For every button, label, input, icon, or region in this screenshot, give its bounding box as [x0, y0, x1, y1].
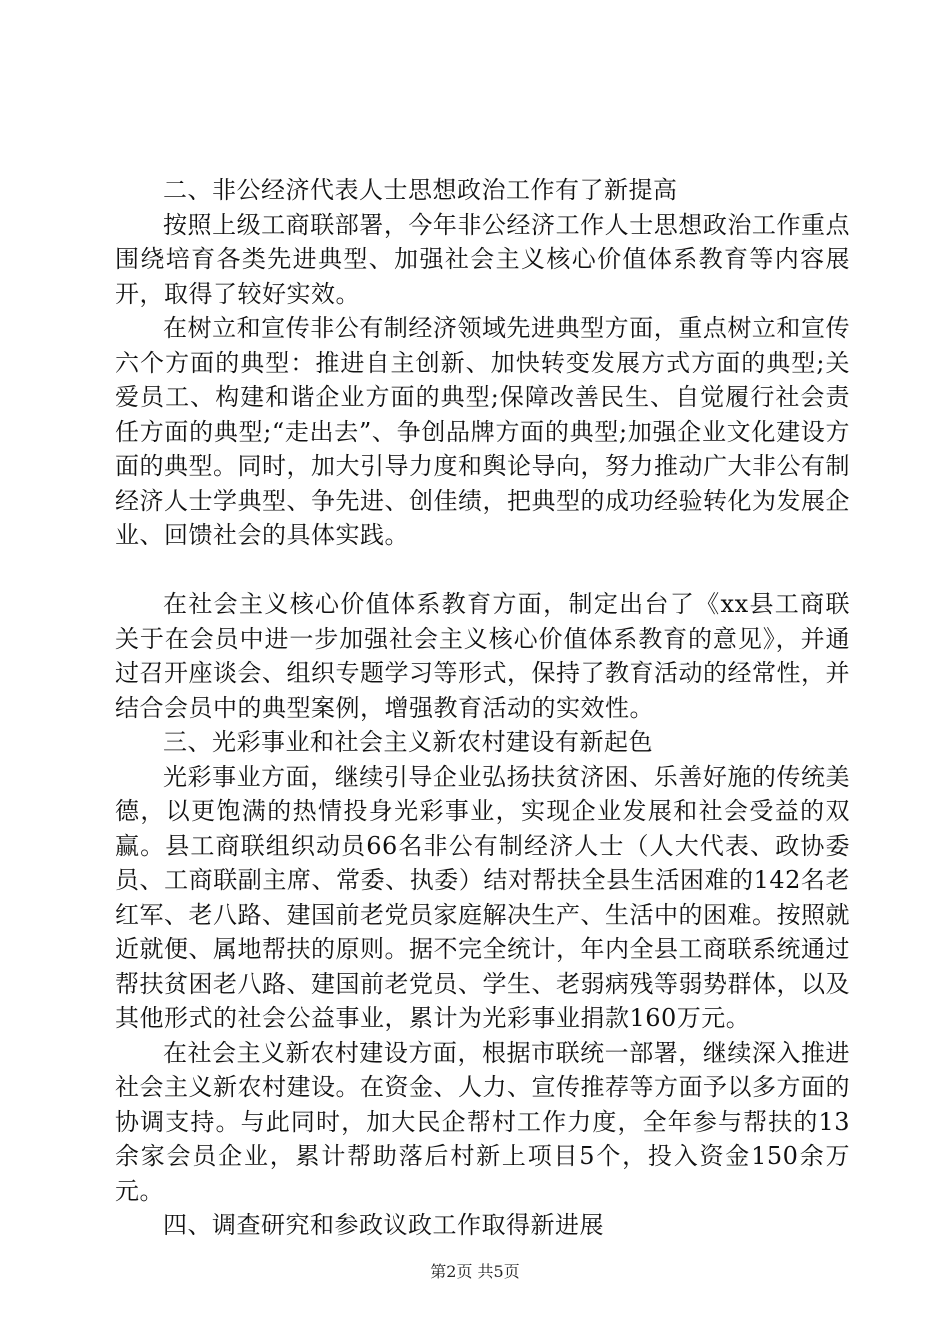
section-heading-2: 二、非公经济代表人士思想政治工作有了新提高 — [163, 176, 678, 204]
body-paragraph: 光彩事业方面，继续引导企业弘扬扶贫济困、乐善好施的传统美德，以更饱满的热情投身光彩事业，实现企业发展和社会受益的双赢。县工商联组织动员66名非公有制经济人士（人大代表、政协委员、工商联副主席、常委、执委）结对帮扶全县生活困难的142名老红军、老八路、建国前老党员家庭解决生产、生活中的困难。按照就近就便、属地帮扶的原则。据不完全统计，年内全县工商联系统通过帮扶贫困老八路、建国前老党员、学生、老弱病残等弱势群体，以及其他形式的社会公益事业，累计为光彩事业捐款160万元。 — [115, 762, 850, 1032]
body-paragraph: 在社会主义核心价值体系教育方面，制定出台了《xx县工商联关于在会员中进一步加强社会主义核心价值体系教育的意见》，并通过召开座谈会、组织专题学习等形式，保持了教育活动的经常性，并结合会员中的典型案例，增强教育活动的实效性。 — [115, 590, 850, 722]
body-paragraph: 在社会主义新农村建设方面，根据市联统一部署，继续深入推进社会主义新农村建设。在资金、人力、宣传推荐等方面予以多方面的协调支持。与此同时，加大民企帮村工作力度，全年参与帮扶的13余家会员企业，累计帮助落后村新上项目5个，投入资金150余万元。 — [115, 1038, 850, 1205]
page-number-footer: 第2页 共5页 — [430, 1262, 520, 1281]
paragraph-gap — [115, 553, 850, 588]
body-paragraph: 在树立和宣传非公有制经济领域先进典型方面，重点树立和宣传六个方面的典型：推进自主创新、加快转变发展方式方面的典型;关爱员工、构建和谐企业方面的典型;保障改善民生、自觉履行社会责任方面的典型;“走出去”、争创品牌方面的典型;加强企业文化建设方面的典型。同时，加大引导力度和舆论导向，努力推动广大非公有制经济人士学典型、争先进、创佳绩，把典型的成功经验转化为发展企业、回馈社会的具体实践。 — [115, 314, 850, 549]
section-heading-4: 四、调查研究和参政议政工作取得新进展 — [163, 1211, 604, 1239]
body-paragraph: 按照上级工商联部署，今年非公经济工作人士思想政治工作重点围绕培育各类先进典型、加强社会主义核心价值体系教育等内容展开，取得了较好实效。 — [115, 210, 850, 308]
section-heading-3: 三、光彩事业和社会主义新农村建设有新起色 — [163, 728, 653, 756]
document-body — [115, 173, 850, 1243]
